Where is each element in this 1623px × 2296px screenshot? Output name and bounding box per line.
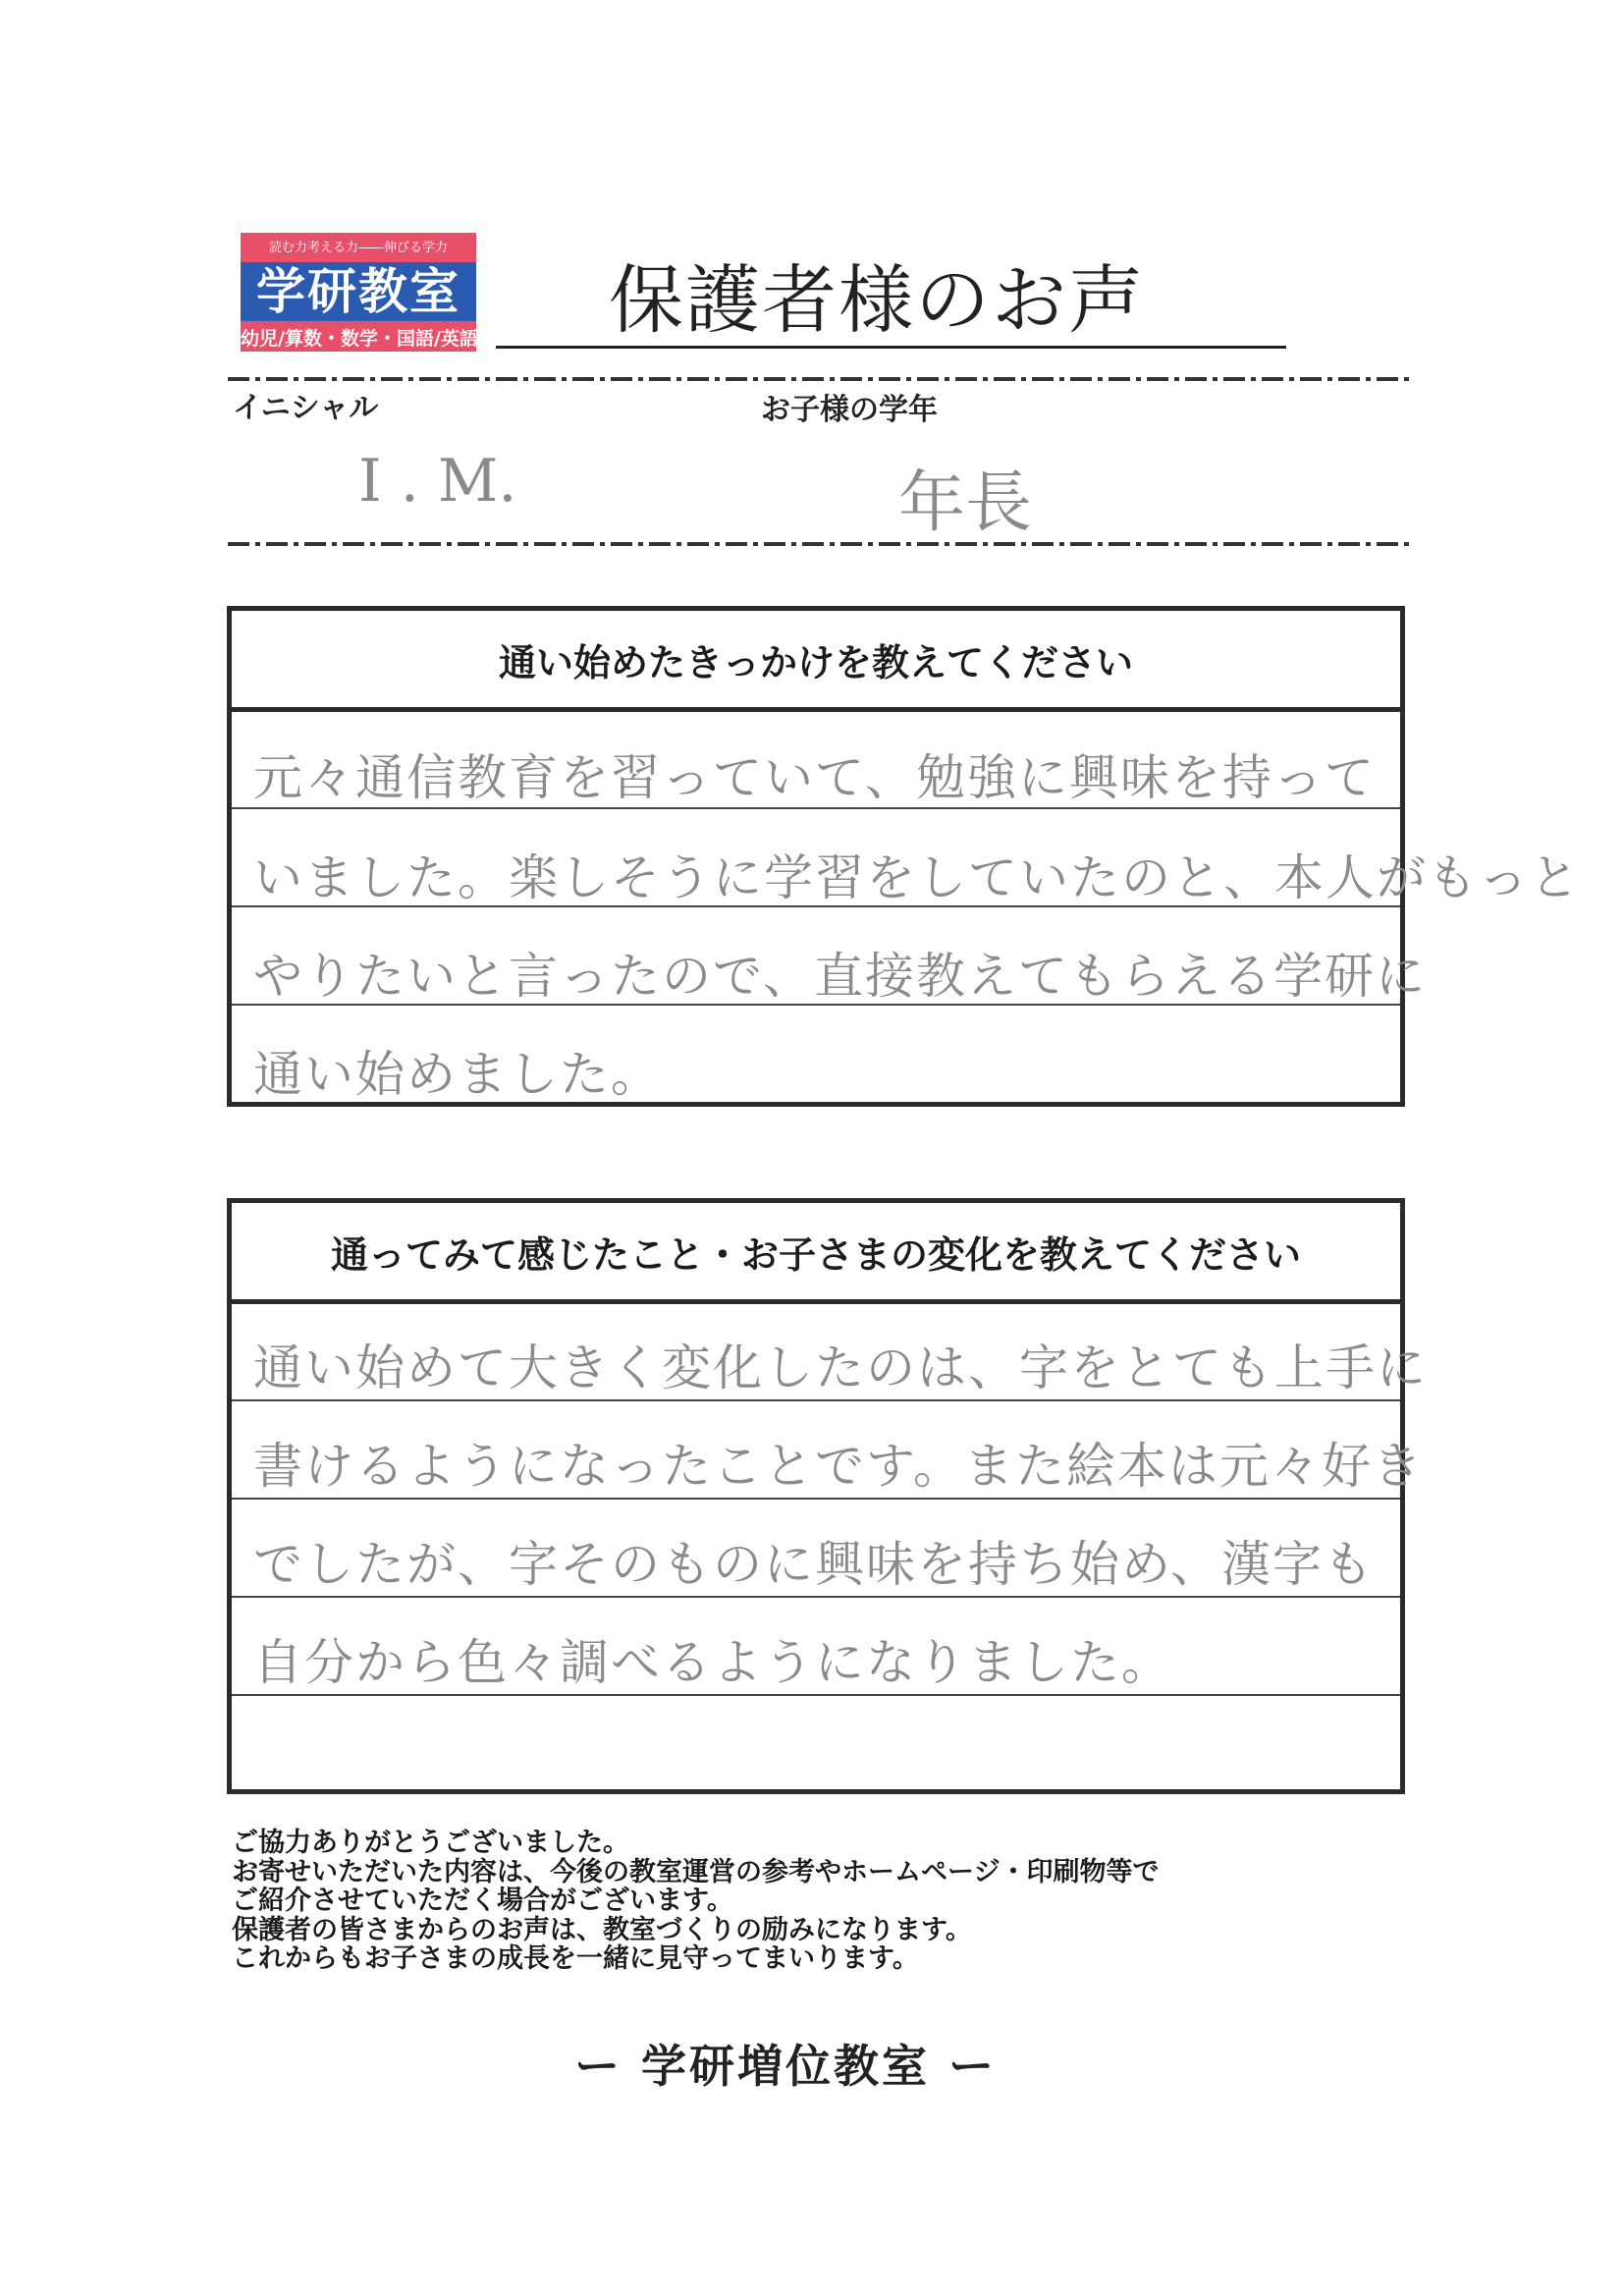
divider-bottom xyxy=(228,542,1414,546)
thank-you-message xyxy=(232,1829,1159,1974)
answer-rule xyxy=(232,1498,1400,1500)
footer-line: お寄せいただいた内容は、今後の教室運営の参考やホームページ・印刷物等で xyxy=(232,1856,1160,1887)
footer-line: ご紹介させていただく場合がございます。 xyxy=(232,1886,733,1916)
logo-tagline: 読む力考える力――伸びる学力 xyxy=(268,241,448,255)
footer-line: ご協力ありがとうございました。 xyxy=(232,1828,629,1858)
question-heading: 通ってみて感じたこと・お子さまの変化を教えてください xyxy=(232,1203,1400,1304)
logo-subjects: 幼児/算数・数学・国語/英語 xyxy=(241,328,478,350)
question-box-reason xyxy=(227,606,1581,1107)
answer-rule xyxy=(232,1694,1400,1696)
answer-rule xyxy=(232,1399,1400,1401)
grade-value: 年長 xyxy=(898,465,1033,542)
title-underline xyxy=(496,346,1286,349)
grade-label: お子様の学年 xyxy=(761,393,938,427)
answer-line: 書けるようになったことです。また絵本は元々好き xyxy=(253,1438,1424,1495)
classroom-signature: ー 学研増位教室 ー xyxy=(574,2040,998,2093)
answer-line: 元々通信教育を習っていて、勉強に興味を持って xyxy=(253,749,1376,806)
answer-line: 通い始めて大きく変化したのは、字をとても上手に xyxy=(253,1339,1428,1396)
question-box-changes xyxy=(227,1198,1428,1794)
answer-line: 自分から色々調べるようになりました。 xyxy=(253,1634,1172,1691)
answer-line: でしたが、字そのものに興味を持ち始め、漢字も xyxy=(253,1536,1375,1593)
question-heading: 通い始めたきっかけを教えてください xyxy=(232,611,1400,712)
footer-line: これからもお子さまの成長を一緒に見守ってまいります。 xyxy=(232,1943,919,1974)
answer-line: いました。楽しそうに学習をしていたのと、本人がもっと xyxy=(253,849,1581,906)
answer-line: 通い始めました。 xyxy=(253,1046,662,1103)
footer-line: 保護者の皆さまからのお声は、教室づくりの励みになります。 xyxy=(232,1914,972,1945)
logo-name: 学研教室 xyxy=(241,262,476,321)
initial-value: I . M. xyxy=(358,447,517,516)
answer-rule xyxy=(232,1596,1400,1598)
page-title: 保護者様のお声 xyxy=(609,256,1145,344)
divider-top xyxy=(228,377,1414,381)
initial-label: イニシャル xyxy=(233,391,379,425)
answer-line: やりたいと言ったので、直接教えてもらえる学研に xyxy=(253,948,1427,1005)
gakken-logo xyxy=(241,233,476,352)
